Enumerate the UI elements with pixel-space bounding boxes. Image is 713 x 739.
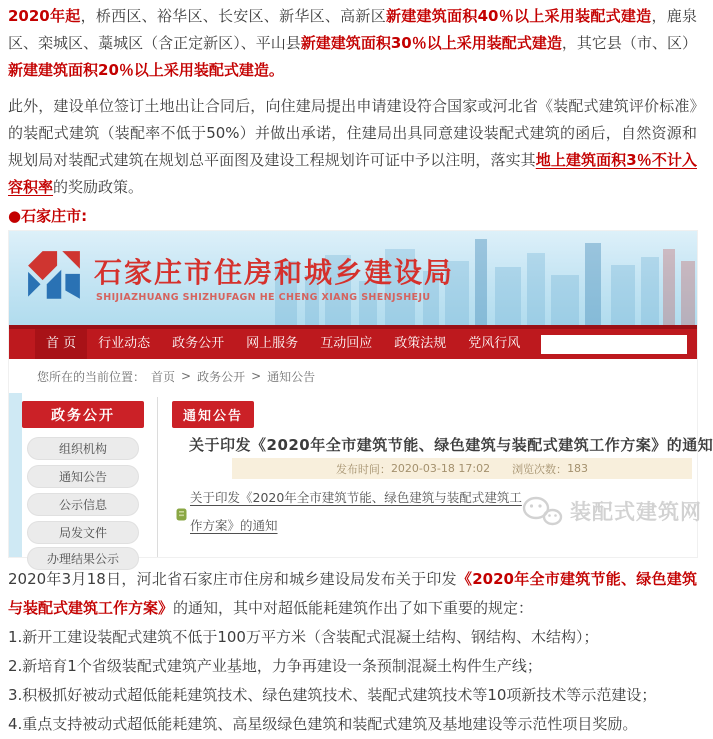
nav-item-policies[interactable]: 政策法规 <box>394 336 447 351</box>
notice-link[interactable] <box>190 484 522 540</box>
highlight-30-percent: 新建建筑面积30％以上采用装配式建造 <box>300 34 562 52</box>
publish-time-label: 发布时间： <box>335 462 391 476</box>
breadcrumb-gov-affairs[interactable]: 政务公开 <box>197 369 246 384</box>
nav-item-home[interactable]: 首 页 <box>35 329 87 359</box>
column-divider <box>157 397 158 557</box>
site-subtitle: SHIJIAZHUANG SHIZHUFAGN HE CHENG XIANG SHENJSHEJU <box>96 292 431 303</box>
list-item-1: 1.新开工建设装配式建筑不低于100万平方米（含装配式混凝土结构、钢结构、木结构）； <box>8 628 599 646</box>
sidebar-item-notices[interactable]: 通知公告 <box>27 465 139 488</box>
text-districts-30: ，鹿泉区、栾城区、藁城区（含正定新区）、平山县 <box>8 7 697 52</box>
paragraph-far-incentive <box>8 93 697 201</box>
views-value: 183 <box>567 462 589 475</box>
highlight-2020: 2020年起 <box>8 7 81 25</box>
embedded-screenshot-shijiazhuang-site <box>9 231 713 566</box>
text-far-policy: 此外，建设单位签订土地出让合同后，向住建局提出申请建设符合国家或河北省《装配式建筑评价标准》的装配式建筑（装配率不低于50%）并做出承诺，住建局出具同意建设装配式建筑的函后，自然资源和规划局对装配式建筑在规划总平面图及建设工程规划许可证中予以注明，落实其 <box>8 97 697 169</box>
watermark <box>521 495 702 527</box>
site-banner <box>9 231 697 325</box>
text-notice-intro-end: 的通知，其中对超低能耗建筑作出了如下重要的规定： <box>173 599 534 617</box>
site-logo-icon[interactable] <box>25 248 83 306</box>
highlight-far-exemption: 地上建筑面积3％不计入容积率 <box>8 151 697 196</box>
section-heading-shijiazhuang: ●石家庄市: <box>8 207 88 225</box>
paragraph-notice-summary <box>8 565 697 623</box>
wechat-icon <box>521 495 563 527</box>
notice-title: 关于印发《2020年全市建筑节能、绿色建筑与装配式建筑工作方案》的通知 <box>189 436 713 454</box>
site-title: 石家庄市住房和城乡建设局 <box>94 256 455 289</box>
nav-search-input[interactable] <box>541 335 687 354</box>
nav-item-party-conduct[interactable]: 党风行风 <box>468 336 521 351</box>
text-notice-intro: 2020年3月18日，河北省石家庄市住房和城乡建设局发布关于印发 <box>8 570 457 588</box>
highlight-40-percent: 新建建筑面积40％以上采用装配式建造 <box>385 7 652 25</box>
text-far-policy-end: 的奖励政策。 <box>53 178 144 196</box>
page-margin-decoration <box>9 393 22 557</box>
breadcrumb-label: 您所在的当前位置： <box>37 369 146 384</box>
sidebar-item-organization[interactable]: 组织机构 <box>27 437 139 460</box>
list-item-2: 2.新培育1个省级装配式建筑产业基地，力争再建设一条预制混凝土构件生产线； <box>8 657 542 675</box>
breadcrumb-separator: > <box>181 369 192 383</box>
site-nav <box>9 325 697 359</box>
breadcrumb-home[interactable]: 首页 <box>151 369 176 384</box>
nav-item-online-service[interactable]: 网上服务 <box>246 336 299 351</box>
breadcrumb-notices[interactable]: 通知公告 <box>267 369 316 384</box>
sidebar-item-bureau-documents[interactable]: 局发文件 <box>27 521 139 544</box>
nav-item-industry-news[interactable]: 行业动态 <box>98 336 151 351</box>
list-item-3: 3.积极抓好被动式超低能耗建筑技术、绿色建筑技术、装配式建筑技术等10项新技术等示范建设； <box>8 686 657 704</box>
tab-notices[interactable]: 通知公告 <box>172 401 254 428</box>
watermark-text: 装配式建筑网 <box>570 500 702 524</box>
sidebar-header-gov-affairs[interactable]: 政务公开 <box>22 401 144 428</box>
attachment-icon <box>176 508 187 521</box>
sidebar-item-public-info[interactable]: 公示信息 <box>27 493 139 516</box>
list-item-4: 4.重点支持被动式超低能耗建筑、高星级绿色建筑和装配式建筑及基地建设等示范性项目奖励。 <box>8 715 638 733</box>
text-districts-40: ，桥西区、裕华区、长安区、新华区、高新区 <box>80 7 386 25</box>
breadcrumb <box>9 359 697 393</box>
notice-meta <box>232 458 692 479</box>
notice-link-line2: 作方案》的通知 <box>190 518 278 533</box>
highlight-plan-title: 《2020年全市建筑节能、绿色建筑与装配式建筑工作方案》 <box>8 570 697 617</box>
text-other-counties: ，其它县（市、区） <box>561 34 697 52</box>
highlight-20-percent: 新建建筑面积20％以上采用装配式建造。 <box>8 61 284 79</box>
paragraph-assembly-ratios <box>8 3 697 84</box>
notice-link-line1: 关于印发《2020年全市建筑节能、绿色建筑与装配式建筑工 <box>190 490 522 505</box>
breadcrumb-separator: > <box>251 369 262 383</box>
nav-item-gov-affairs[interactable]: 政务公开 <box>172 336 225 351</box>
sidebar-item-handling-results[interactable]: 办理结果公示 <box>27 547 139 570</box>
views-label: 浏览次数： <box>512 462 568 476</box>
nav-item-interaction[interactable]: 互动回应 <box>320 336 373 351</box>
publish-time-value: 2020-03-18 17:02 <box>390 462 491 475</box>
